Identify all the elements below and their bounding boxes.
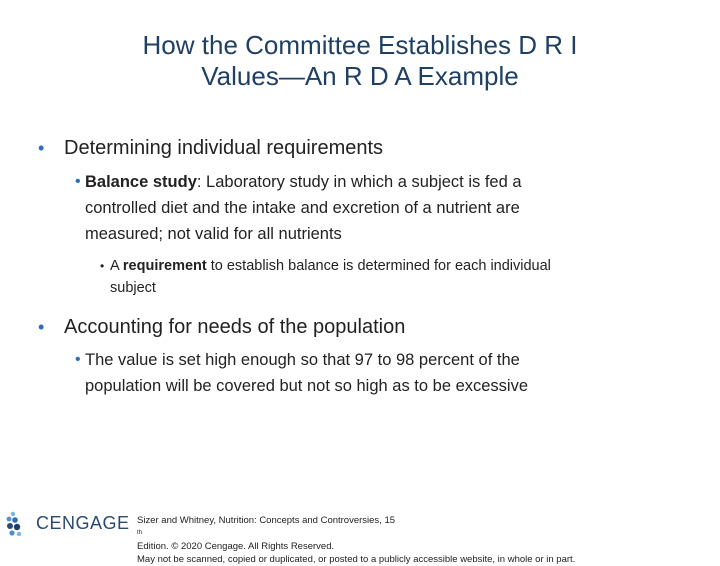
requirement-line-2: subject [110,280,156,296]
bullet-dot-icon: • [38,138,45,158]
title-line-1: How the Committee Establishes D R I [142,30,578,60]
value-line-1: The value is set high enough so that 97 to 98 percent of the [85,351,520,369]
term-requirement: requirement [122,258,207,274]
sub-bullet-text [85,347,665,399]
copyright-footer [137,514,697,566]
sub-bullet-text [85,169,665,247]
bullet-dot-icon: • [75,351,81,368]
bullet-text: Determining individual requirements [64,137,384,159]
logo-text: CENGAGE [36,513,130,533]
requirement-prefix: A [110,258,123,274]
definition-line-3: measured; not valid for all nutrients [85,225,342,243]
term-balance-study: Balance study [85,173,197,191]
footer-rights: Edition. © 2020 Cengage. All Rights Reserved. [137,541,335,552]
definition-line-2: controlled diet and the intake and excretion of a nutrient are [85,199,520,217]
sub-sub-bullet-text [110,255,670,299]
bullet-dot-icon: • [100,259,105,273]
footer-citation: Sizer and Whitney, Nutrition: Concepts and Controversies, 15 [137,515,396,526]
value-line-2: population will be covered but not so high as to be excessive [85,377,529,395]
requirement-line-1: to establish balance is determined for each individual [206,258,551,274]
bullet-dot-icon: • [38,317,45,337]
bullet-dot-icon: • [75,173,81,190]
cengage-dots-icon [6,510,32,538]
footer-line-2: May not be scanned, copied or duplicated, or posted to a publicly accessible website, in whole or in part. [137,554,576,565]
bullet-text: Accounting for needs of the population [64,316,406,338]
cengage-logo [6,510,130,540]
title-line-2: Values—An R D A Example [201,61,519,91]
slide-title [60,30,660,92]
definition-line-1: : Laboratory study in which a subject is fed a [196,173,522,191]
footer-line-1 [137,514,697,553]
footer-edition-sup: th [137,530,143,536]
